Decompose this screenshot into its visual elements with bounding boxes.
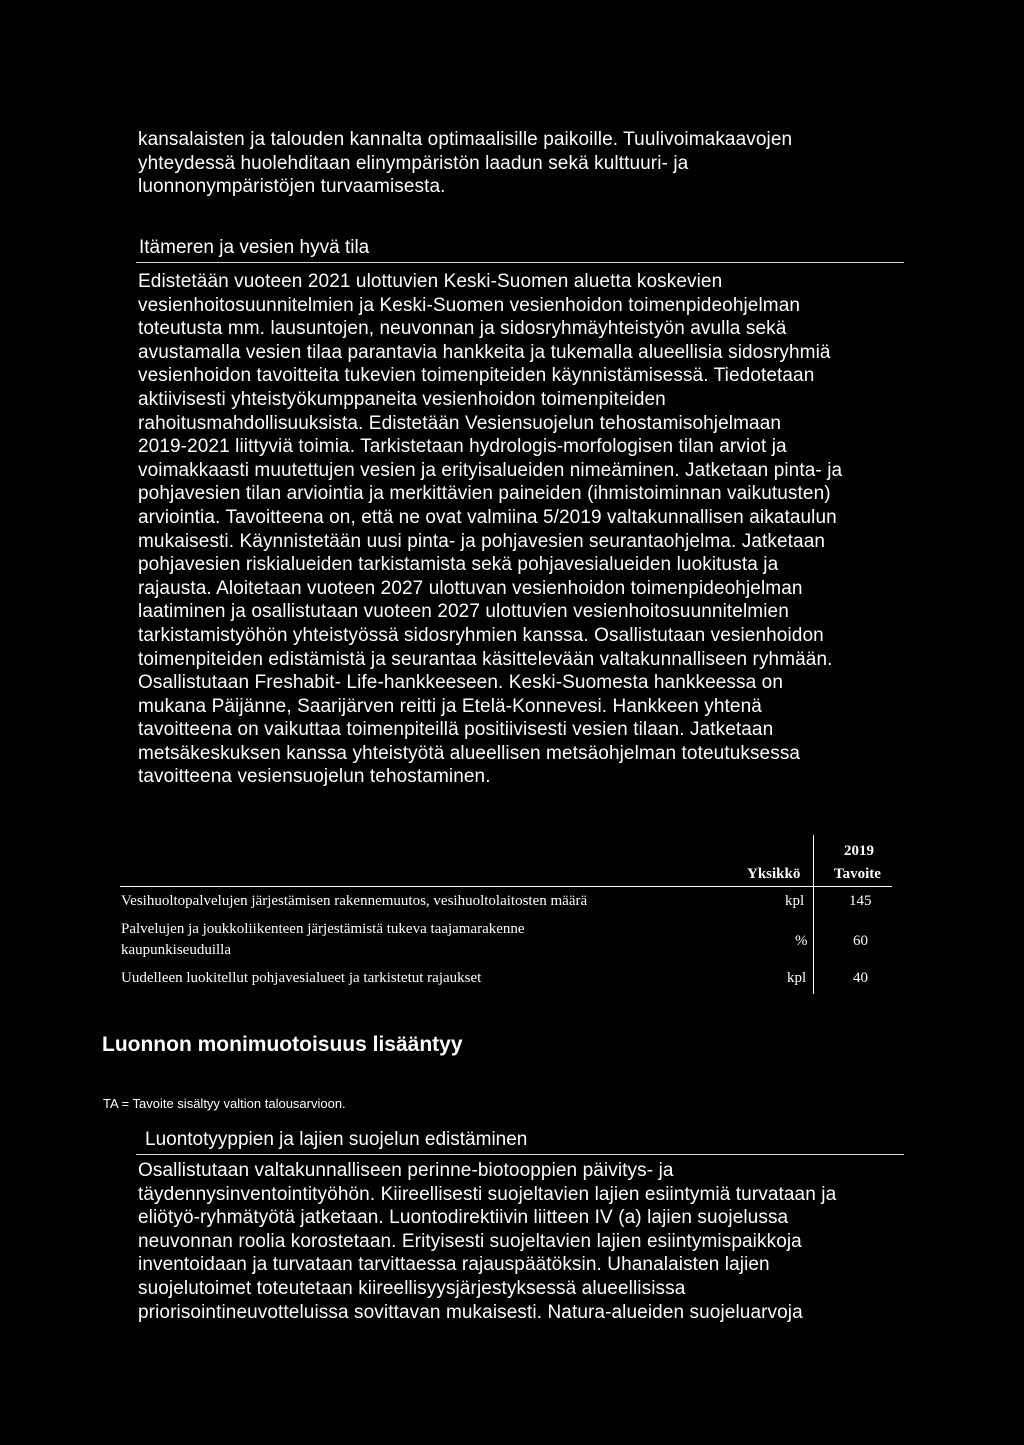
text-line: Osallistutaan valtakunnalliseen perinne-biotooppien päivitys- ja bbox=[138, 1160, 674, 1181]
text-line: mukaisesti. Käynnistetään uusi pinta- ja pohjavesien seurantaohjelma. Jatketaan bbox=[138, 530, 826, 552]
text-line: tavoitteena on vaikuttaa toimenpiteillä positiivisesti vesien tilaan. Jatketaan bbox=[138, 719, 774, 741]
table-row-unit: kpl bbox=[787, 970, 807, 986]
table-row-label: Uudelleen luokitellut pohjavesialueet ja tarkistetut rajaukset bbox=[121, 970, 482, 986]
table-row-value: 60 bbox=[853, 933, 868, 949]
footnote: TA = Tavoite sisältyy valtion talousarvioon. bbox=[103, 1096, 346, 1111]
text-line: voimakkaasti muutettujen vesien ja erityisalueiden nimeäminen. Jatketaan pinta- ja bbox=[138, 459, 843, 481]
text-line: vesienhoitosuunnitelmien ja Keski-Suomen vesienhoidon toimenpideohjelman bbox=[138, 294, 801, 316]
text-line: pohjavesien riskialueiden tarkistamista sekä pohjavesialueiden luokitusta ja bbox=[138, 554, 779, 576]
table-row-label: Palvelujen ja joukkoliikenteen järjestämistä tukeva taajamarakenne bbox=[121, 921, 525, 937]
table-row-label: kaupunkiseuduilla bbox=[121, 942, 231, 958]
header-unit: Yksikkö bbox=[747, 866, 801, 882]
text-line: luonnonympäristöjen turvaamisesta. bbox=[138, 176, 446, 198]
table-row-label: Vesihuoltopalvelujen järjestämisen rakennemuutos, vesihuoltolaitosten määrä bbox=[121, 893, 588, 909]
text-line: laatiminen ja osallistutaan vuoteen 2027 ulottuvien vesienhoitosuunnitelmien bbox=[138, 601, 789, 623]
text-line: kansalaisten ja talouden kannalta optimaalisille paikoille. Tuulivoimakaavojen bbox=[138, 129, 793, 150]
heading-rule bbox=[136, 1154, 904, 1155]
text-line: suojelutoimet toteutetaan kiireellisyysjärjestyksessä alueellisissa bbox=[138, 1277, 686, 1299]
text-line: inventoidaan ja turvataan tarvittaessa rajauspäätöksin. Uhanalaisten lajien bbox=[138, 1254, 770, 1276]
text-line: rajausta. Aloitetaan vuoteen 2027 ulottuvan vesienhoidon toimenpideohjelman bbox=[138, 577, 803, 599]
header-rule bbox=[120, 886, 892, 887]
header-target: Tavoite bbox=[834, 866, 881, 882]
text-line: 2019-2021 liittyviä toimia. Tarkistetaan hydrologis-morfologisen tilan arviot ja bbox=[138, 436, 787, 458]
text-line: avustamalla vesien tilaa parantavia hankkeita ja tukemalla alueellisia sidosryhmiä bbox=[138, 341, 831, 363]
table-row-value: 145 bbox=[849, 893, 872, 909]
text-line: pohjavesien tilan arviointia ja merkittävien paineiden (ihmistoiminnan vaikutusten) bbox=[138, 483, 831, 505]
section-heading-itameri: Itämeren ja vesien hyvä tila bbox=[139, 237, 370, 258]
text-line: rahoitusmahdollisuuksista. Edistetään Vesiensuojelun tehostamisohjelmaan bbox=[138, 412, 782, 434]
text-line: täydennysinventointityöhön. Kiireellisesti suojeltavien lajien esiintymiä turvataan ja bbox=[138, 1183, 837, 1205]
section-title-biodiversity: Luonnon monimuotoisuus lisääntyy bbox=[102, 1033, 463, 1056]
text-line: tavoitteena vesiensuojelun tehostaminen. bbox=[138, 766, 491, 788]
text-line: yhteydessä huolehditaan elinympäristön laadun sekä kulttuuri- ja bbox=[138, 152, 689, 174]
text-line: neuvonnan roolia korostetaan. Erityisesti suojeltavien lajien esiintymispaikkoja bbox=[138, 1230, 802, 1252]
text-line: Edistetään vuoteen 2021 ulottuvien Keski-Suomen aluetta koskevien bbox=[138, 271, 723, 292]
text-line: toteutusta mm. lausuntojen, neuvonnan ja sidosryhmäyhteistyön avulla sekä bbox=[138, 318, 787, 340]
text-line: vesienhoidon tavoitteita tukevien toimenpiteiden käynnistämisessä. Tiedotetaan bbox=[138, 365, 815, 387]
text-line: Osallistutaan Freshabit- Life-hankkeeseen. Keski-Suomesta hankkeessa on bbox=[138, 672, 784, 694]
text-line: aktiivisesti yhteistyökumppaneita vesienhoidon toimenpiteiden bbox=[138, 388, 666, 410]
section2-paragraph bbox=[138, 1159, 836, 1324]
text-line: mukana Päijänne, Saarijärven reitti ja Etelä-Konnevesi. Hankkeen yhtenä bbox=[138, 695, 762, 717]
text-line: tarkistamistyöhön yhteistyössä sidosryhmien kanssa. Osallistutaan vesienhoidon bbox=[138, 624, 824, 646]
header-year: 2019 bbox=[844, 843, 874, 859]
section-heading-luontotyypit: Luontotyyppien ja lajien suojelun edistäminen bbox=[145, 1129, 528, 1150]
table-row-unit: kpl bbox=[785, 893, 805, 909]
text-line: arviointia. Tavoitteena on, että ne ovat valmiina 5/2019 valtakunnallisen aikataulun bbox=[138, 506, 837, 528]
text-line: priorisointineuvotteluissa sovittavan mukaisesti. Natura-alueiden suojeluarvoja bbox=[138, 1301, 803, 1323]
text-line: toimenpiteiden edistämistä ja seurantaa käsittelevään valtakunnalliseen ryhmään. bbox=[138, 648, 833, 670]
text-line: metsäkeskuksen kanssa yhteistyötä alueellisen metsäohjelman toteutuksessa bbox=[138, 742, 801, 764]
table-row-unit: % bbox=[795, 933, 808, 949]
text-line: eliötyö-ryhmätyötä jatketaan. Luontodirektiivin liitteen IV (a) lajien suojelussa bbox=[138, 1207, 789, 1229]
table-row-value: 40 bbox=[853, 970, 868, 986]
column-divider bbox=[813, 835, 814, 994]
